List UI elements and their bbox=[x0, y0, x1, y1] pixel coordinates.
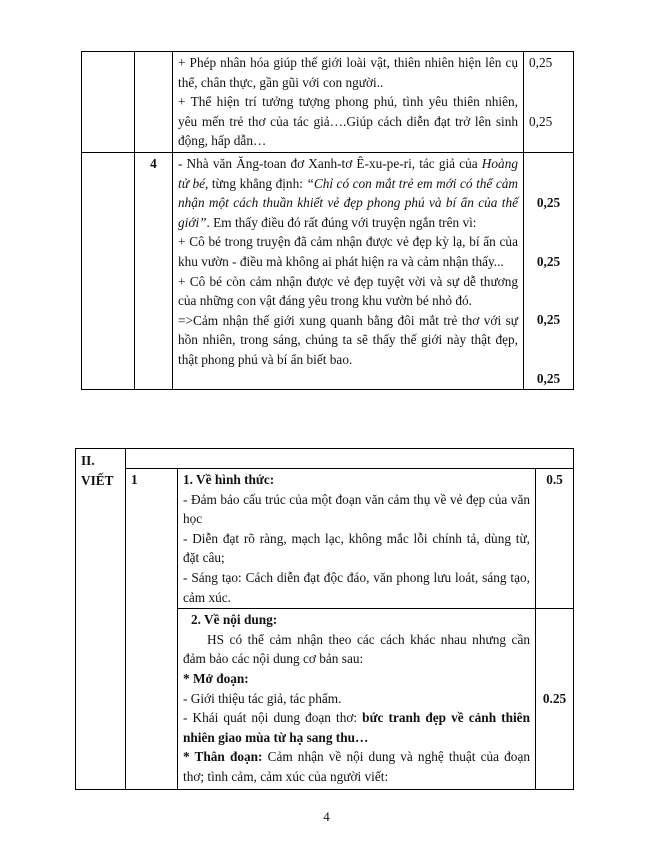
question-number-cell: 1 bbox=[126, 469, 178, 790]
answer-line: - Giới thiệu tác giả, tác phẩm. bbox=[183, 690, 342, 706]
score-cell: 0.5 bbox=[536, 469, 574, 609]
score: 0,25 bbox=[536, 370, 561, 386]
open-label: * Mở đoạn: bbox=[183, 670, 249, 686]
section-cell bbox=[82, 152, 135, 389]
answer-line: + Thể hiện trí tưởng tượng phong phú, tình yêu thiên nhiên, yêu mến trẻ thơ của tác giả….Giúp cách diễn đạt trở lên sinh động, hấp dẫn… bbox=[178, 94, 518, 149]
score: 0,25 bbox=[529, 113, 553, 129]
score-cell bbox=[524, 52, 574, 153]
body-line: * Thân đoạn: Cảm nhận về nội dung và nghệ thuật của đoạn thơ; tình cảm, cảm xúc của người viết: bbox=[183, 749, 530, 784]
question-number-cell: 4 bbox=[135, 152, 173, 389]
section-label-cell: II. VIẾT bbox=[76, 449, 126, 790]
answer-cell bbox=[173, 52, 524, 153]
score-cell: 0.25 bbox=[536, 609, 574, 790]
form-heading: 1. Về hình thức: bbox=[183, 472, 275, 487]
table-header-row bbox=[76, 449, 574, 469]
content-intro: HS có thể cảm nhận theo các cách khác nhau nhưng cần đảm bảo các nội dung cơ bản sau: bbox=[183, 631, 530, 667]
answer-table-writing bbox=[75, 448, 574, 790]
table-row bbox=[76, 469, 574, 609]
answer-line: - Diễn đạt rõ ràng, mạch lạc, không mắc lỗi chính tả, dùng từ, đặt câu; bbox=[183, 530, 530, 566]
book-title: Hoàng tử bé bbox=[178, 155, 518, 191]
answer-line: + Phép nhân hóa giúp thế giới loài vật, thiên nhiên hiện lên cụ thể, chân thực, gần gũi với con người.. bbox=[178, 55, 518, 90]
answer-cell bbox=[178, 609, 536, 790]
question-number-cell bbox=[135, 52, 173, 153]
answer-cell bbox=[173, 152, 524, 389]
page-number: 4 bbox=[323, 809, 330, 824]
section-cell bbox=[82, 52, 135, 153]
answer-table-reading bbox=[81, 51, 574, 390]
answer-point: + Cô bé trong truyện đã cảm nhận được vẻ đẹp kỳ lạ, bí ẩn của khu vườn - điều mà không ai phát hiện ra và cảm nhận thấy... bbox=[178, 234, 518, 269]
score: 0,25 bbox=[529, 55, 553, 70]
score: 0,25 bbox=[536, 194, 561, 210]
answer-line: - Sáng tạo: Cách diễn đạt độc đáo, văn phong lưu loát, sáng tạo, cảm xúc. bbox=[183, 569, 530, 605]
empty-header-cell bbox=[126, 449, 574, 469]
answer-intro: - Nhà văn Ăng-toan đơ Xanh-tơ Ê-xu-pe-ri, tác giả của Hoàng tử bé, từng khẳng định: “Chỉ có con mắt trẻ em mới có thể cảm nhận một cách thuần khiết vẻ đẹp phong phú và bí ẩn của thế giới”. Em thấy điều đó rất đúng với truyện ngắn trên vì: bbox=[178, 155, 518, 230]
answer-line: - Đảm bảo cấu trúc của một đoạn văn cảm thụ về vẻ đẹp của văn học bbox=[183, 491, 530, 527]
answer-cell bbox=[178, 469, 536, 609]
score: 0,25 bbox=[536, 312, 561, 328]
score: 0,25 bbox=[536, 253, 561, 269]
answer-point: + Cô bé còn cảm nhận được vẻ đẹp tuyệt vời và sự dễ thương của những con vật đáng yêu trong khu vườn bé nhỏ đó. bbox=[178, 273, 518, 309]
score-cell bbox=[524, 152, 574, 389]
answer-line: - Khái quát nội dung đoạn thơ: bức tranh đẹp về cảnh thiên nhiên giao mùa từ hạ sang thu… bbox=[183, 710, 530, 745]
table-row bbox=[82, 152, 574, 389]
content-heading: 2. Về nội dung: bbox=[191, 612, 278, 628]
answer-conclusion: =>Cảm nhận thế giới xung quanh bằng đôi mắt trẻ thơ với sự hồn nhiên, trong sáng, chúng ta sẽ thấy thế giới này thật đẹp, thật phong phú và bí ẩn biết bao. bbox=[178, 312, 518, 367]
table-row bbox=[82, 52, 574, 153]
quote: “Chỉ có con mắt trẻ em mới có thể cảm nhận một cách thuần khiết vẻ đẹp phong phú và bí ẩn của thế giới” bbox=[178, 175, 518, 230]
